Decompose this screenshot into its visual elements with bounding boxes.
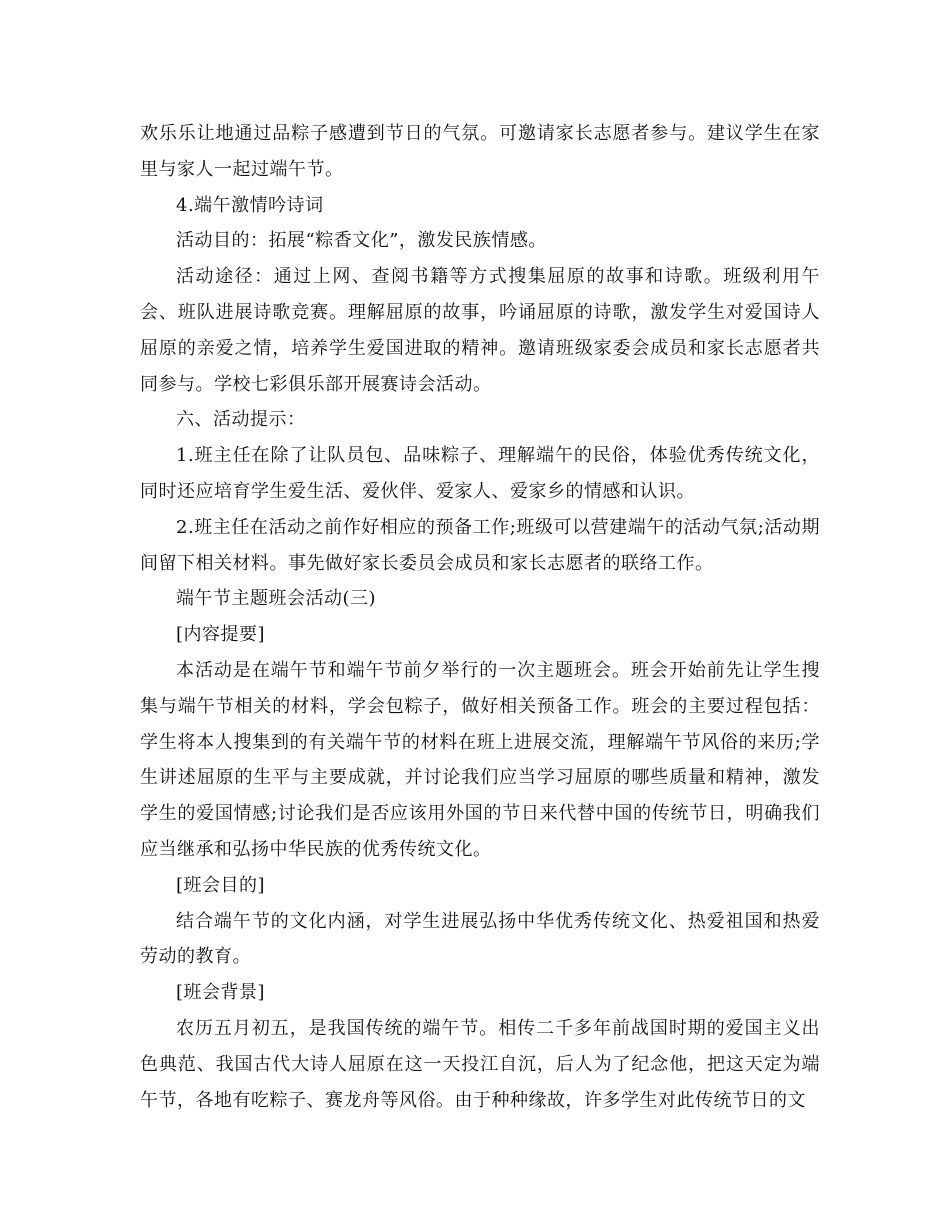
- paragraph-tip-1: 1.班主任在除了让队员包、品味粽子、理解端午的民俗，体验优秀传统文化，同时还应培育学生爱生活、爱伙伴、爱家人、爱家乡的情感和认识。: [140, 445, 820, 502]
- paragraph-background: 农历五月初五，是我国传统的端午节。相传二千多年前战国时期的爱国主义出色典范、我国古代大诗人屈原在这一天投江自沉，后人为了纪念他，把这天定为端午节，各地有吃粽子、赛龙舟等风俗。由于种种缘故，许多学生对此传统节日的文: [140, 1017, 820, 1111]
- section-title-activity-3: 端午节主题班会活动(三): [176, 588, 377, 610]
- paragraph-1: 欢乐乐让地通过品粽子感遭到节日的气氛。可邀请家长志愿者参与。建议学生在家里与家人一起过端午节。: [140, 123, 820, 180]
- section-heading-purpose: [班会目的]: [176, 874, 266, 896]
- paragraph-purpose: 结合端午节的文化内涵，对学生进展弘扬中华优秀传统文化、热爱祖国和热爱劳动的教育。: [140, 910, 820, 968]
- paragraph-goal: 活动目的：拓展“粽香文化”，激发民族情感。: [176, 230, 547, 252]
- paragraph-summary: 本活动是在端午节和端午节前夕举行的一次主题班会。班会开始前先让学生搜集与端午节相关的材料，学会包粽子，做好相关预备工作。班会的主要过程包括：学生将本人搜集到的有关端午节的材料在班上进展交流，理解端午节风俗的来历;学生讲述屈原的生平与主要成就，并讨论我们应当学习屈原的哪些质量和精神，激发学生的爱国情感;讨论我们是否应该用外国的节日来代替中国的传统节日，明确我们应当继承和弘扬中华民族的优秀传统文化。: [140, 659, 820, 860]
- section-heading-summary: [内容提要]: [176, 624, 266, 646]
- section-heading-poetry: 4.端午激情吟诗词: [176, 194, 324, 216]
- section-heading-background: [班会背景]: [176, 982, 266, 1004]
- document-body: [140, 116, 820, 1118]
- section-heading-tips: 六、活动提示：: [176, 409, 306, 431]
- paragraph-tip-2: 2.班主任在活动之前作好相应的预备工作;班级可以营建端午的活动气氛;活动期间留下相关材料。事先做好家长委员会成员和家长志愿者的联络工作。: [140, 516, 820, 574]
- paragraph-approach: 活动途径：通过上网、查阅书籍等方式搜集屈原的故事和诗歌。班级利用午会、班队进展诗歌竞赛。理解屈原的故事，吟诵屈原的诗歌，激发学生对爱国诗人屈原的亲爱之情，培养学生爱国进取的精神。邀请班级家委会成员和家长志愿者共同参与。学校七彩俱乐部开展赛诗会活动。: [140, 266, 820, 395]
